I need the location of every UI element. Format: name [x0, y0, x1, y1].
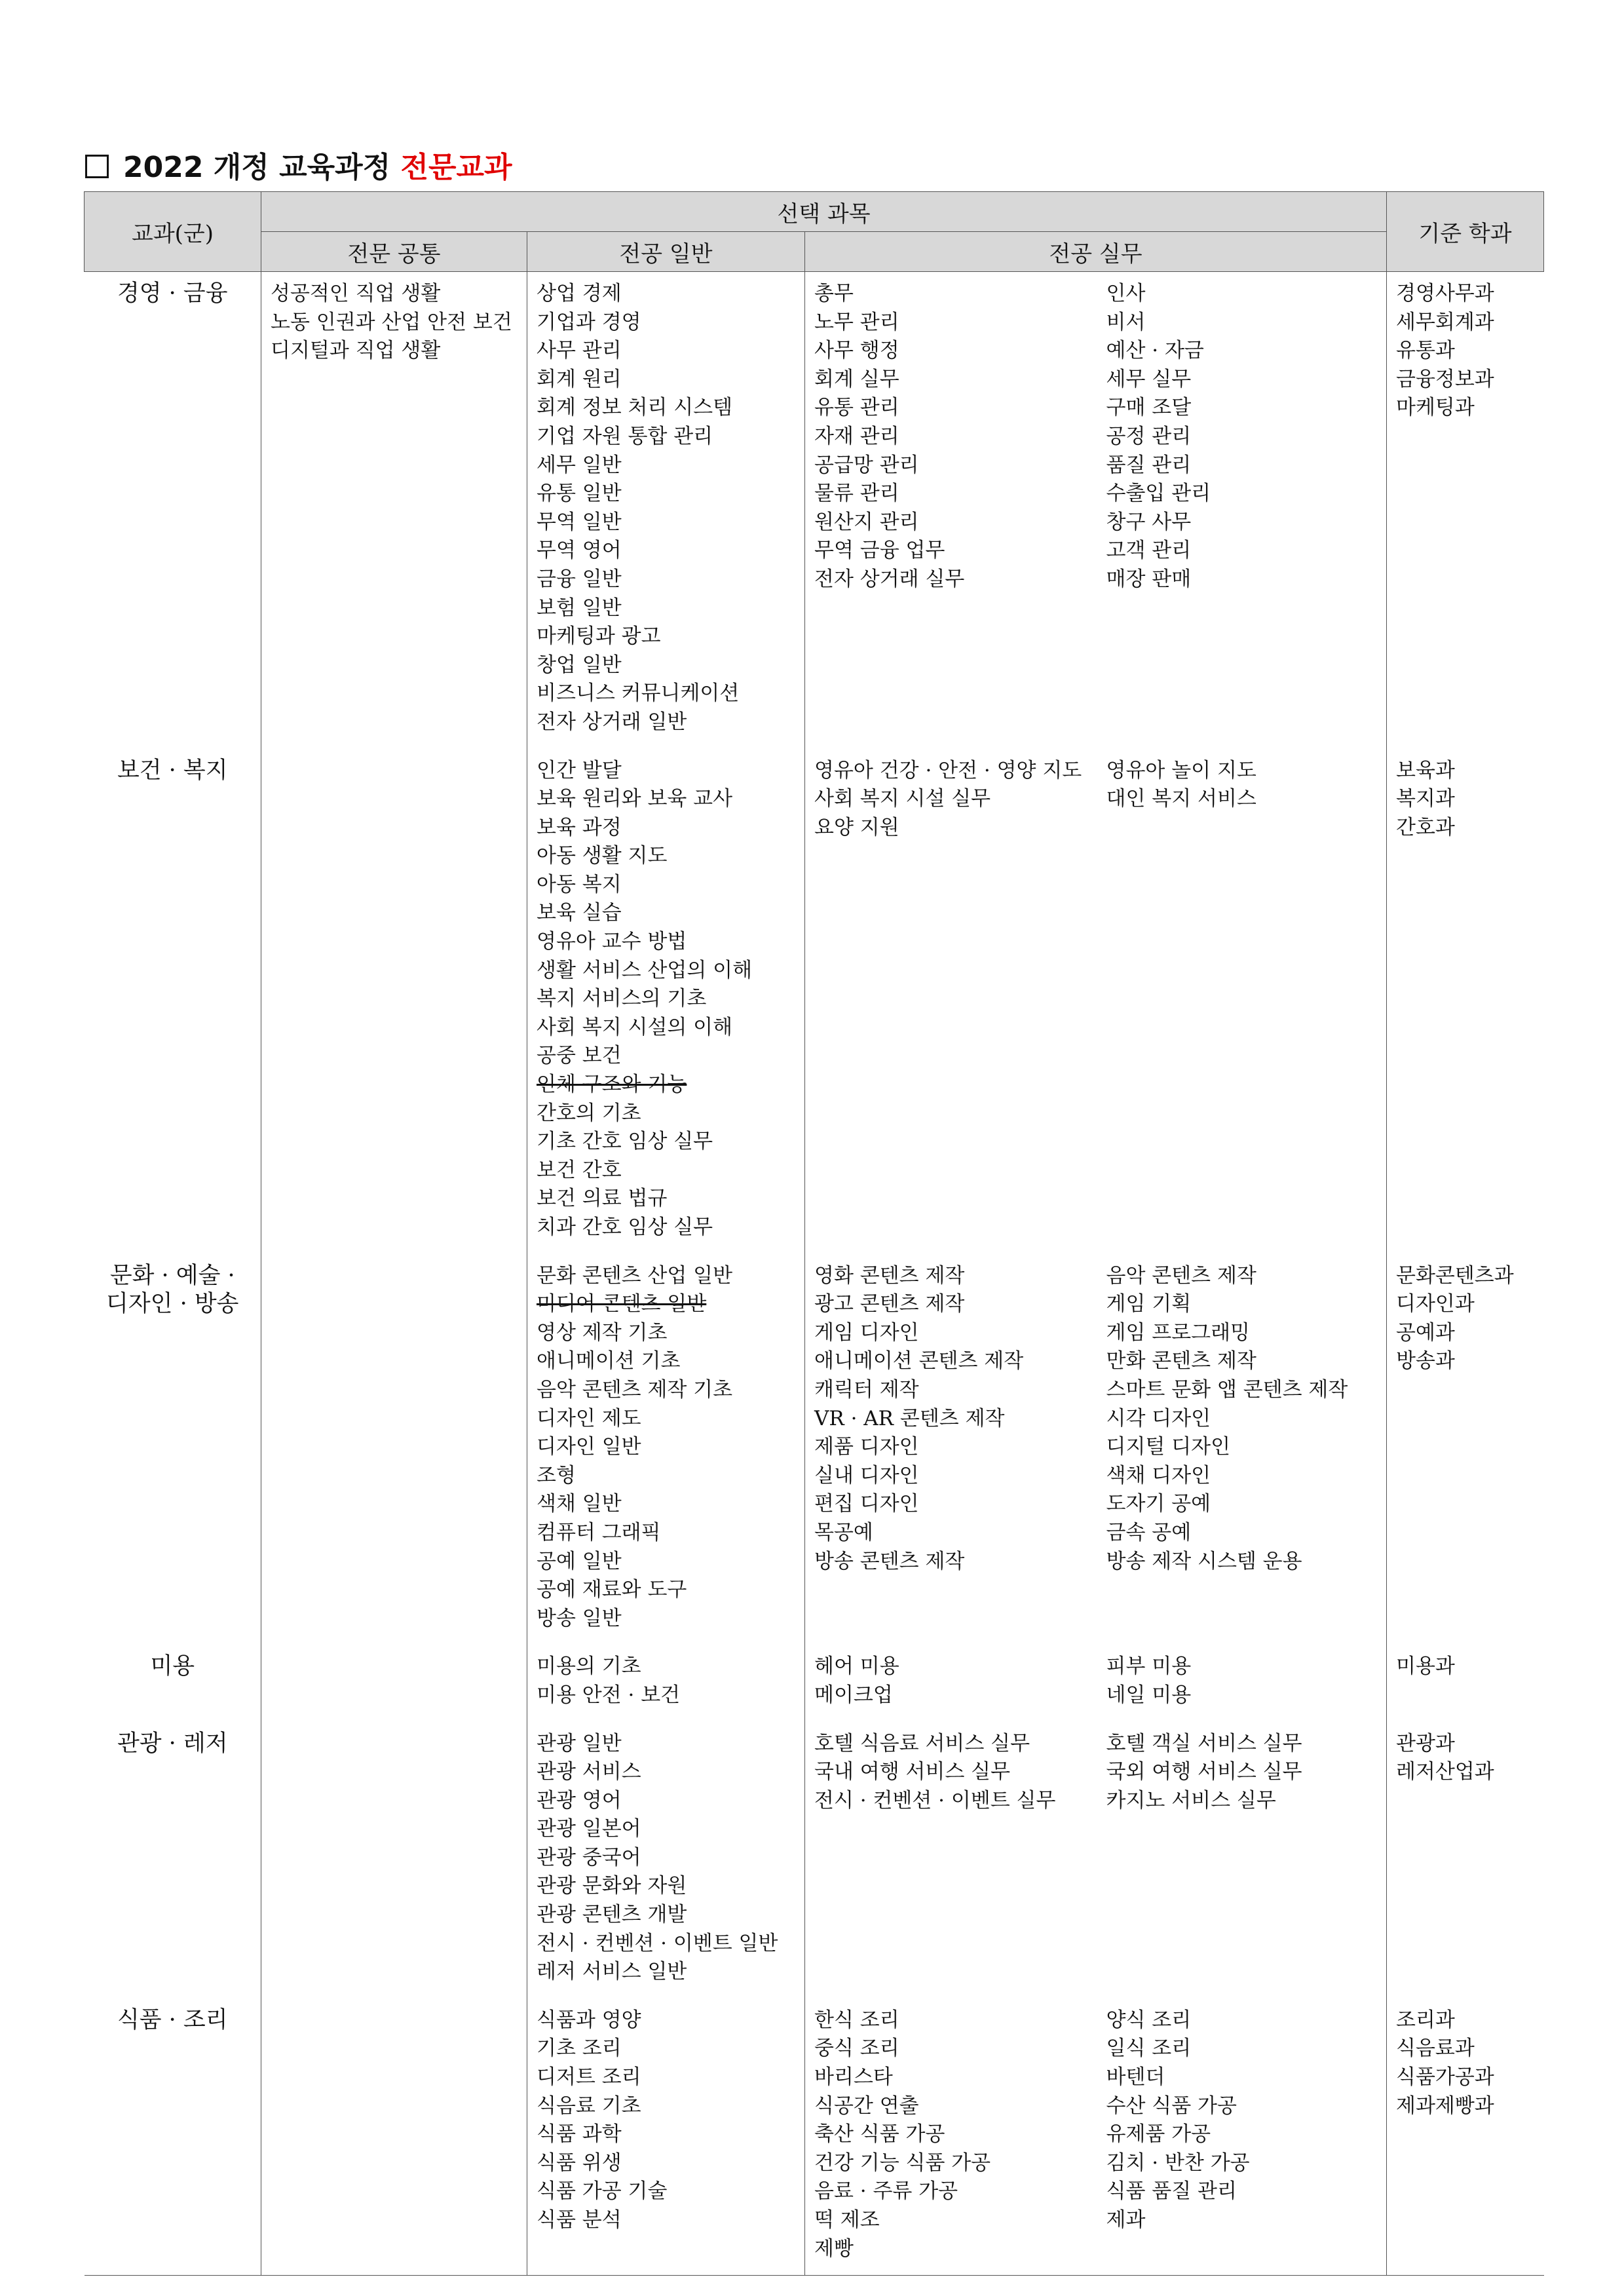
course-item: 전자 상거래 실무: [814, 567, 965, 591]
title-prefix: 2022 개정 교육과정: [123, 151, 391, 184]
course-item: 관광과: [1396, 1731, 1455, 1755]
course-item: 관광 일본어: [537, 1817, 641, 1841]
header-general: 전공 일반: [527, 232, 805, 272]
course-item: 보육 원리와 보육 교사: [537, 787, 733, 811]
course-item: 공급망 관리: [814, 453, 919, 477]
course-item: 관광 문화와 자원: [537, 1874, 687, 1898]
course-item: 생활 서비스 산업의 이해: [537, 958, 753, 982]
course-item: 관광 일반: [537, 1731, 622, 1755]
course-item: 품질 관리: [1106, 453, 1192, 477]
course-item: 관광 · 레저: [117, 1730, 228, 1757]
dept-cell: [1387, 1999, 1544, 2276]
course-item: 노무 관리: [814, 310, 899, 334]
course-item: 한식 조리: [814, 2008, 899, 2032]
course-item: 매장 판매: [1106, 567, 1192, 591]
practice-cell-1: [805, 1254, 1097, 1645]
course-item: 예산 · 자금: [1106, 339, 1204, 363]
course-item: 방송 콘텐츠 제작: [814, 1549, 965, 1573]
course-item: 회계 정보 처리 시스템: [537, 396, 733, 420]
course-item: 디지털과 직업 생활: [271, 339, 441, 363]
course-item: 비서: [1106, 310, 1146, 334]
course-item: 식품가공과: [1396, 2065, 1494, 2090]
course-item: 레저 서비스 일반: [537, 1960, 687, 1984]
course-item: 미용과: [1396, 1655, 1455, 1679]
course-item: 전시 · 컨벤션 · 이벤트 일반: [537, 1931, 778, 1955]
course-item: 인간 발달: [537, 758, 622, 782]
course-item: 게임 디자인: [814, 1320, 919, 1345]
course-item: 경영 · 금융: [117, 280, 228, 307]
course-item: 기업 자원 통합 관리: [537, 424, 713, 448]
course-item: 관광 영어: [537, 1788, 622, 1812]
course-item: 기초 조리: [537, 2037, 622, 2061]
course-item: 게임 기획: [1106, 1292, 1192, 1316]
general-cell: [527, 272, 805, 749]
course-item: 사무 관리: [537, 339, 622, 363]
table-row: [85, 1999, 1544, 2276]
course-item: 네일 미용: [1106, 1683, 1192, 1707]
course-item: 무역 금융 업무: [814, 539, 945, 563]
course-item: 만화 콘텐츠 제작: [1106, 1349, 1256, 1373]
course-item: 식품 위생: [537, 2151, 622, 2175]
general-cell: [527, 1722, 805, 1999]
struck-course-item: 인체 구조와 기능: [537, 1073, 687, 1097]
course-item: 경영사무과: [1396, 282, 1494, 305]
practice-cell-2: [1097, 1722, 1387, 1999]
course-item: 간호의 기초: [537, 1101, 641, 1125]
course-item: 제빵: [814, 2236, 854, 2261]
course-item: 금융 일반: [537, 567, 622, 591]
course-item: 영유아 놀이 지도: [1106, 758, 1256, 782]
group-cell: [85, 749, 261, 1254]
course-item: 국내 여행 서비스 실무: [814, 1760, 1011, 1784]
course-item: 애니메이션 기초: [537, 1349, 681, 1373]
course-item: 전시 · 컨벤션 · 이벤트 실무: [814, 1788, 1056, 1812]
course-item: 국외 여행 서비스 실무: [1106, 1760, 1302, 1784]
course-item: 중식 조리: [814, 2037, 899, 2061]
course-item: 전자 상거래 일반: [537, 710, 687, 734]
general-cell: [527, 1999, 805, 2276]
course-item: 자재 관리: [814, 424, 899, 448]
course-item: 유통 관리: [814, 396, 899, 420]
header-group-column: 교과(군): [85, 192, 261, 272]
course-item: 기초 간호 임상 실무: [537, 1130, 713, 1154]
header-common: 전문 공통: [261, 232, 527, 272]
course-item: 게임 프로그래밍: [1106, 1320, 1250, 1345]
group-cell: [85, 1722, 261, 1999]
course-item: 보육 과정: [537, 815, 622, 839]
course-item: 간호과: [1396, 815, 1455, 839]
course-item: 보건 간호: [537, 1158, 622, 1182]
struck-course-item: 미디어 콘텐츠 일반: [537, 1292, 707, 1316]
group-cell: [85, 1645, 261, 1721]
course-item: 금속 공예: [1106, 1520, 1192, 1544]
course-item: 세무 실무: [1106, 367, 1192, 391]
course-item: 노동 인권과 산업 안전 보건: [271, 310, 512, 334]
course-item: 실내 디자인: [814, 1463, 919, 1487]
course-item: 양식 조리: [1106, 2008, 1192, 2032]
course-item: 미용: [150, 1653, 195, 1680]
course-item: 스마트 문화 앱 콘텐츠 제작: [1106, 1377, 1348, 1402]
general-cell: [527, 1645, 805, 1721]
course-item: 관광 콘텐츠 개발: [537, 1903, 687, 1927]
table-row: [85, 272, 1544, 749]
course-item: 창구 사무: [1106, 510, 1192, 534]
table-row: [85, 1722, 1544, 1999]
course-item: 음악 콘텐츠 제작 기초: [537, 1377, 733, 1402]
course-item: 영상 제작 기초: [537, 1320, 668, 1345]
table-row: [85, 1645, 1544, 1721]
course-item: 제과: [1106, 2208, 1146, 2232]
course-item: 세무 일반: [537, 453, 622, 477]
course-item: 식품 가공 기술: [537, 2179, 668, 2204]
course-item: 제과제빵과: [1396, 2094, 1494, 2118]
course-item: 공정 관리: [1106, 424, 1192, 448]
course-item: 디저트 조리: [537, 2065, 641, 2090]
practice-cell-1: [805, 1645, 1097, 1721]
course-item: 고객 관리: [1106, 539, 1192, 563]
course-item: 축산 식품 가공: [814, 2122, 945, 2147]
header-dept-column: 기준 학과: [1387, 192, 1544, 272]
course-item: 디자인 일반: [537, 1435, 641, 1459]
course-item: 공예과: [1396, 1320, 1455, 1345]
course-item: 보험 일반: [537, 596, 622, 620]
course-item: 수출입 관리: [1106, 482, 1211, 506]
course-item: 광고 콘텐츠 제작: [814, 1292, 965, 1316]
course-item: 문화 콘텐츠 산업 일반: [537, 1263, 733, 1288]
course-item: 성공적인 직업 생활: [271, 282, 441, 305]
course-item: 유제품 가공: [1106, 2122, 1211, 2147]
course-item: 총무: [814, 282, 854, 305]
practice-cell-2: [1097, 1645, 1387, 1721]
course-item: 원산지 관리: [814, 510, 919, 534]
course-item: 공예 재료와 도구: [537, 1578, 687, 1602]
curriculum-table: [84, 191, 1544, 2276]
practice-cell-2: [1097, 272, 1387, 749]
course-item: 식공간 연출: [814, 2094, 919, 2118]
course-item: 호텔 식음료 서비스 실무: [814, 1731, 1030, 1755]
course-item: 방송 일반: [537, 1606, 622, 1630]
course-item: 인사: [1106, 282, 1146, 305]
course-item: 복지과: [1396, 787, 1455, 811]
course-item: 대인 복지 서비스: [1106, 787, 1256, 811]
course-item: 회계 실무: [814, 367, 899, 391]
course-item: 무역 일반: [537, 510, 622, 534]
course-item: 치과 간호 임상 실무: [537, 1215, 713, 1239]
course-item: 미용의 기초: [537, 1655, 641, 1679]
table-row: [85, 1254, 1544, 1645]
practice-cell-1: [805, 749, 1097, 1254]
course-item: 시각 디자인: [1106, 1406, 1211, 1430]
course-item: 문화 · 예술 ·: [109, 1262, 235, 1289]
table-row: [85, 749, 1544, 1254]
common-cell: [261, 272, 527, 749]
course-item: 카지노 서비스 실무: [1106, 1788, 1276, 1812]
course-item: 식음료 기초: [537, 2094, 641, 2118]
dept-cell: [1387, 1722, 1544, 1999]
course-item: 금융정보과: [1396, 367, 1494, 391]
course-item: 영유아 교수 방법: [537, 930, 687, 954]
course-item: 일식 조리: [1106, 2037, 1192, 2061]
course-item: 무역 영어: [537, 539, 622, 563]
course-item: 세무회계과: [1396, 310, 1494, 334]
dept-cell: [1387, 1645, 1544, 1721]
group-cell: [85, 1999, 261, 2276]
course-item: 구매 조달: [1106, 396, 1192, 420]
table-body: [85, 272, 1544, 2276]
practice-cell-2: [1097, 749, 1387, 1254]
course-item: 캐릭터 제작: [814, 1377, 919, 1402]
practice-cell-2: [1097, 1999, 1387, 2276]
course-item: 방송 제작 시스템 운용: [1106, 1549, 1302, 1573]
course-item: 떡 제조: [814, 2208, 880, 2232]
course-item: 도자기 공예: [1106, 1492, 1211, 1516]
course-item: 보건 의료 법규: [537, 1187, 668, 1211]
course-item: 공예 일반: [537, 1549, 622, 1573]
course-item: 색채 일반: [537, 1492, 622, 1516]
course-item: 마케팅과 광고: [537, 624, 661, 649]
course-item: 음료 · 주류 가공: [814, 2179, 958, 2204]
course-item: 복지 서비스의 기초: [537, 987, 707, 1011]
course-item: 호텔 객실 서비스 실무: [1106, 1731, 1302, 1755]
course-item: 헤어 미용: [814, 1655, 899, 1679]
course-item: 컴퓨터 그래픽: [537, 1520, 661, 1544]
course-item: 바리스타: [814, 2065, 893, 2090]
course-item: 영유아 건강 · 안전 · 영양 지도: [814, 758, 1082, 782]
practice-cell-1: [805, 1722, 1097, 1999]
course-item: 바텐더: [1106, 2065, 1165, 2090]
course-item: VR · AR 콘텐츠 제작: [814, 1406, 1005, 1430]
course-item: 식품 분석: [537, 2208, 622, 2232]
course-item: 애니메이션 콘텐츠 제작: [814, 1349, 1024, 1373]
common-cell: [261, 1254, 527, 1645]
course-item: 요양 지원: [814, 815, 899, 839]
common-cell: [261, 1645, 527, 1721]
course-item: 문화콘텐츠과: [1396, 1263, 1514, 1288]
course-item: 마케팅과: [1396, 396, 1475, 420]
course-item: 상업 경제: [537, 282, 622, 305]
general-cell: [527, 749, 805, 1254]
course-item: 디자인과: [1396, 1292, 1475, 1316]
course-item: 김치 · 반찬 가공: [1106, 2151, 1250, 2175]
course-item: 아동 생활 지도: [537, 844, 668, 868]
course-item: 조형: [537, 1463, 576, 1487]
course-item: 비즈니스 커뮤니케이션: [537, 681, 740, 706]
course-item: 창업 일반: [537, 653, 622, 677]
course-item: 피부 미용: [1106, 1655, 1192, 1679]
general-cell: [527, 1254, 805, 1645]
common-cell: [261, 1722, 527, 1999]
course-item: 식품과 영양: [537, 2008, 641, 2032]
group-cell: [85, 272, 261, 749]
course-item: 기업과 경영: [537, 310, 641, 334]
checkbox-square-icon: [85, 155, 109, 178]
course-item: 사회 복지 시설의 이해: [537, 1015, 733, 1039]
course-item: 방송과: [1396, 1349, 1455, 1373]
header-practice: 전공 실무: [805, 232, 1387, 272]
course-item: 관광 중국어: [537, 1845, 641, 1869]
document-title: [85, 149, 512, 186]
course-item: 디자인 제도: [537, 1406, 641, 1430]
course-item: 관광 서비스: [537, 1760, 641, 1784]
course-item: 공중 보건: [537, 1044, 622, 1068]
course-item: 건강 기능 식품 가공: [814, 2151, 991, 2175]
title-highlight: 전문교과: [400, 151, 512, 184]
header-elective: 선택 과목: [261, 192, 1387, 232]
dept-cell: [1387, 1254, 1544, 1645]
common-cell: [261, 749, 527, 1254]
course-item: 식품 · 조리: [117, 2006, 228, 2033]
course-item: 유통과: [1396, 339, 1455, 363]
course-item: 메이크업: [814, 1683, 893, 1707]
course-item: 사무 행정: [814, 339, 899, 363]
course-item: 색채 디자인: [1106, 1463, 1211, 1487]
course-item: 물류 관리: [814, 482, 899, 506]
practice-cell-1: [805, 1999, 1097, 2276]
practice-cell-1: [805, 272, 1097, 749]
dept-cell: [1387, 272, 1544, 749]
dept-cell: [1387, 749, 1544, 1254]
practice-cell-2: [1097, 1254, 1387, 1645]
course-item: 제품 디자인: [814, 1435, 919, 1459]
course-item: 수산 식품 가공: [1106, 2094, 1237, 2118]
course-item: 편집 디자인: [814, 1492, 919, 1516]
course-item: 식음료과: [1396, 2037, 1475, 2061]
course-item: 식품 품질 관리: [1106, 2179, 1237, 2204]
course-item: 보육 실습: [537, 901, 622, 925]
course-item: 회계 원리: [537, 367, 622, 391]
course-item: 사회 복지 시설 실무: [814, 787, 991, 811]
course-item: 디지털 디자인: [1106, 1435, 1231, 1459]
course-item: 아동 복지: [537, 872, 622, 896]
course-item: 미용 안전 · 보건: [537, 1683, 681, 1707]
course-item: 유통 일반: [537, 482, 622, 506]
course-item: 보건 · 복지: [117, 757, 228, 784]
course-item: 음악 콘텐츠 제작: [1106, 1263, 1256, 1288]
course-item: 레저산업과: [1396, 1760, 1494, 1784]
course-item: 디자인 · 방송: [106, 1291, 239, 1318]
common-cell: [261, 1999, 527, 2276]
course-item: 보육과: [1396, 758, 1455, 782]
course-item: 조리과: [1396, 2008, 1455, 2032]
course-item: 목공예: [814, 1520, 873, 1544]
course-item: 영화 콘텐츠 제작: [814, 1263, 965, 1288]
group-cell: [85, 1254, 261, 1645]
course-item: 식품 과학: [537, 2122, 622, 2147]
